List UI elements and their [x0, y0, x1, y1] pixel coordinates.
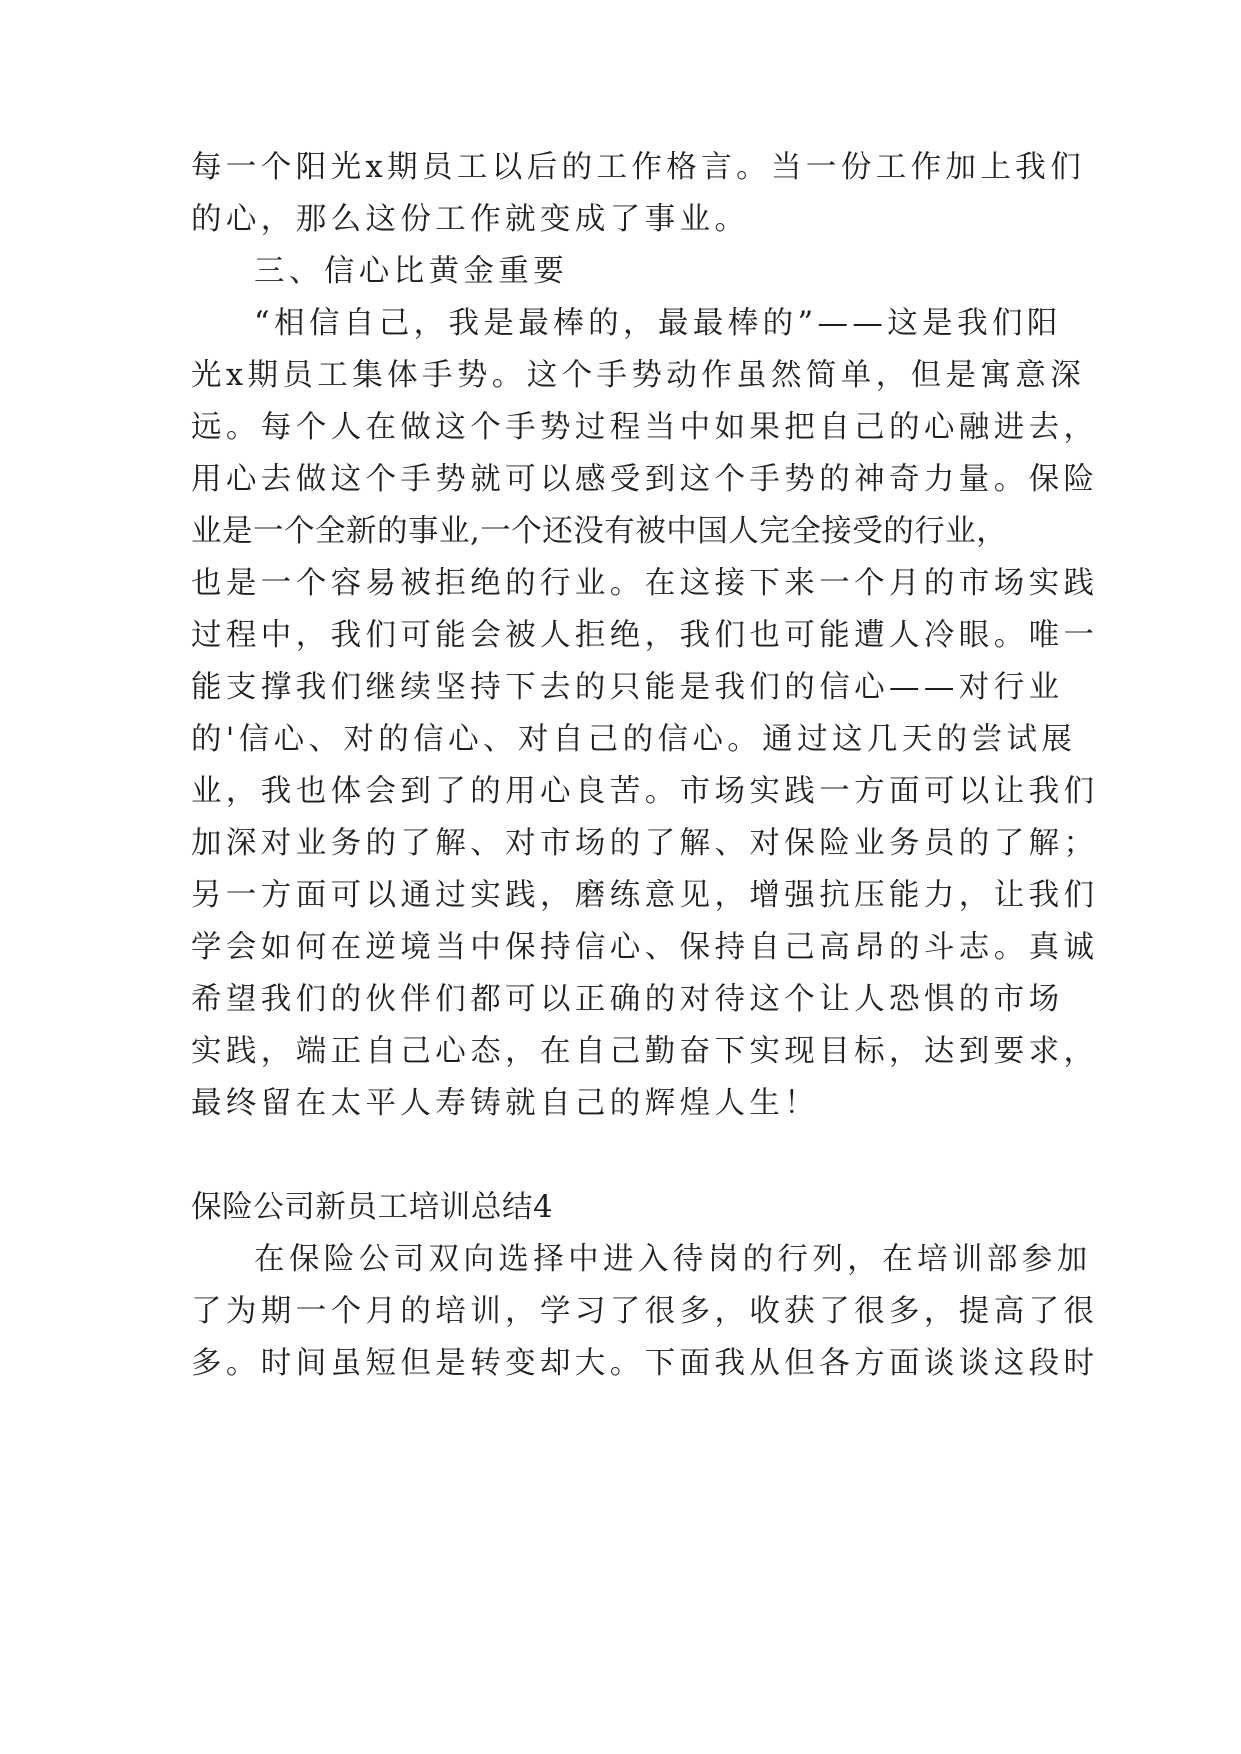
- subheading: 三、信心比黄金重要: [254, 254, 569, 289]
- body-line: 用心去做这个手势就可以感受到这个手势的神奇力量。保险: [191, 462, 1099, 497]
- body-line: 最终留在太平人寿铸就自己的辉煌人生！: [191, 1086, 820, 1121]
- body-line: 业，我也体会到了的用心良苦。市场实践一方面可以让我们: [191, 774, 1099, 809]
- body-line: 在保险公司双向选择中进入待岗的行列，在培训部参加: [254, 1242, 1092, 1277]
- body-line: “相信自己，我是最棒的，最最棒的”——这是我们阳: [254, 306, 1062, 341]
- body-line: 学会如何在逆境当中保持信心、保持自己高昂的斗志。真诚: [191, 930, 1099, 965]
- body-line: 光x期员工集体手势。这个手势动作虽然简单，但是寓意深: [191, 358, 1086, 393]
- body-line: 的'信心、对的信心、对自己的信心。通过这几天的尝试展: [191, 722, 1077, 757]
- body-line: 实践，端正自己心态，在自己勤奋下实现目标，达到要求，: [191, 1034, 1099, 1069]
- section-title: 保险公司新员工培训总结4: [191, 1190, 554, 1225]
- body-line: 了为期一个月的培训，学习了很多，收获了很多，提高了很: [191, 1294, 1099, 1329]
- body-line: 远。每个人在做这个手势过程当中如果把自己的心融进去，: [191, 410, 1099, 445]
- body-line: 业是一个全新的事业,一个还没有被中国人完全接受的行业，: [191, 514, 1008, 549]
- body-line: 希望我们的伙伴们都可以正确的对待这个让人恐惧的市场: [191, 982, 1064, 1017]
- body-line: 的心，那么这份工作就变成了事业。: [191, 202, 750, 237]
- body-line: 过程中，我们可能会被人拒绝，我们也可能遭人冷眼。唯一: [191, 618, 1099, 653]
- body-line: 每一个阳光x期员工以后的工作格言。当一份工作加上我们: [191, 150, 1086, 185]
- body-line: 加深对业务的了解、对市场的了解、对保险业务员的了解；: [191, 826, 1099, 861]
- body-line: 另一方面可以通过实践，磨练意见，增强抗压能力，让我们: [191, 878, 1099, 913]
- body-line: 多。时间虽短但是转变却大。下面我从但各方面谈谈这段时: [191, 1346, 1099, 1381]
- body-line: 也是一个容易被拒绝的行业。在这接下来一个月的市场实践: [191, 566, 1099, 601]
- body-line: 能支撑我们继续坚持下去的只能是我们的信心——对行业: [191, 670, 1064, 705]
